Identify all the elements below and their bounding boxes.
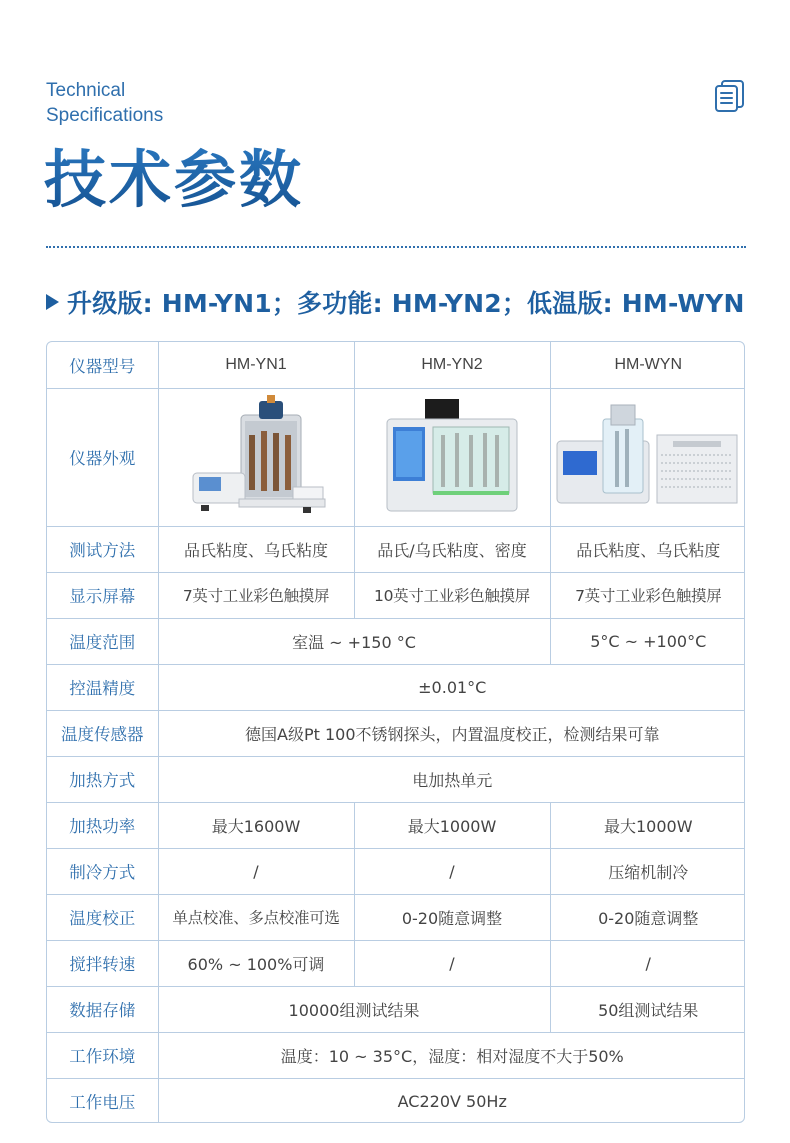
table-row [47, 802, 745, 848]
cell: 5°C ~ +100°C [550, 618, 745, 664]
cell: HM-YN2 [354, 342, 550, 388]
cell: 品氏粘度、乌氏粘度 [550, 526, 745, 572]
cell: AC220V 50Hz [158, 1078, 745, 1123]
cell: 10000组测试结果 [158, 986, 550, 1032]
cell: 最大1000W [550, 802, 745, 848]
cell: / [550, 940, 745, 986]
row-label: 测试方法 [47, 526, 158, 572]
row-label: 显示屏幕 [47, 572, 158, 618]
table-row [47, 342, 745, 388]
viscometer-bath-image [553, 395, 743, 520]
table-row [47, 388, 745, 526]
table-row [47, 1078, 745, 1123]
cell: 电加热单元 [158, 756, 745, 802]
cell: HM-YN1 [158, 342, 354, 388]
table-row [47, 848, 745, 894]
cell: / [354, 940, 550, 986]
row-label: 工作环境 [47, 1032, 158, 1078]
subtitle-text: 升级版: HM-YN1；多功能: HM-YN2；低温版: HM-WYN [67, 289, 745, 318]
table-row [47, 940, 745, 986]
row-label: 搅拌转速 [47, 940, 158, 986]
product-image-hm-yn1 [158, 388, 354, 526]
eyebrow-line-1: Technical [46, 80, 126, 101]
cell: 7英寸工业彩色触摸屏 [158, 572, 354, 618]
cell: 温度：10 ~ 35°C，湿度：相对湿度不大于50% [158, 1032, 745, 1078]
cell: 50组测试结果 [550, 986, 745, 1032]
row-label: 制冷方式 [47, 848, 158, 894]
row-label: 温度校正 [47, 894, 158, 940]
table-row [47, 986, 745, 1032]
cell: 压缩机制冷 [550, 848, 745, 894]
row-label: 工作电压 [47, 1078, 158, 1123]
table-row [47, 710, 745, 756]
table-row [47, 618, 745, 664]
cell: 0-20随意调整 [354, 894, 550, 940]
table-row [47, 526, 745, 572]
row-label: 温度范围 [47, 618, 158, 664]
table-row [47, 894, 745, 940]
cell: 最大1000W [354, 802, 550, 848]
table-row [47, 756, 745, 802]
cell: / [354, 848, 550, 894]
cell: HM-WYN [550, 342, 745, 388]
cell: 最大1600W [158, 802, 354, 848]
cell: ±0.01°C [158, 664, 745, 710]
table-row [47, 1032, 745, 1078]
table-row [47, 664, 745, 710]
dotted-divider [46, 246, 746, 248]
page-title: 技术参数 [44, 140, 304, 220]
cell: 单点校准、多点校准可选 [158, 894, 354, 940]
cell: 10英寸工业彩色触摸屏 [354, 572, 550, 618]
product-image-hm-yn2 [354, 388, 550, 526]
document-icon [713, 79, 747, 113]
viscometer-bath-image [377, 395, 527, 520]
cell: 室温 ~ +150 °C [158, 618, 550, 664]
row-label: 控温精度 [47, 664, 158, 710]
row-label: 数据存储 [47, 986, 158, 1032]
row-label: 加热方式 [47, 756, 158, 802]
eyebrow-line-2: Specifications [46, 105, 164, 126]
product-image-hm-wyn [550, 388, 745, 526]
spec-table [46, 341, 745, 1123]
row-label: 仪器外观 [47, 388, 158, 526]
table-row [47, 572, 745, 618]
cell: 品氏粘度、乌氏粘度 [158, 526, 354, 572]
model-subtitle [46, 284, 745, 320]
cell: / [158, 848, 354, 894]
cell: 德国A级Pt 100不锈钢探头，内置温度校正，检测结果可靠 [158, 710, 745, 756]
row-label: 加热功率 [47, 802, 158, 848]
cell: 7英寸工业彩色触摸屏 [550, 572, 745, 618]
viscometer-bath-image [181, 395, 331, 520]
triangle-bullet-icon [46, 294, 59, 310]
row-label: 温度传感器 [47, 710, 158, 756]
cell: 0-20随意调整 [550, 894, 745, 940]
eyebrow [46, 78, 163, 128]
row-label: 仪器型号 [47, 342, 158, 388]
cell: 60% ~ 100%可调 [158, 940, 354, 986]
cell: 品氏/乌氏粘度、密度 [354, 526, 550, 572]
